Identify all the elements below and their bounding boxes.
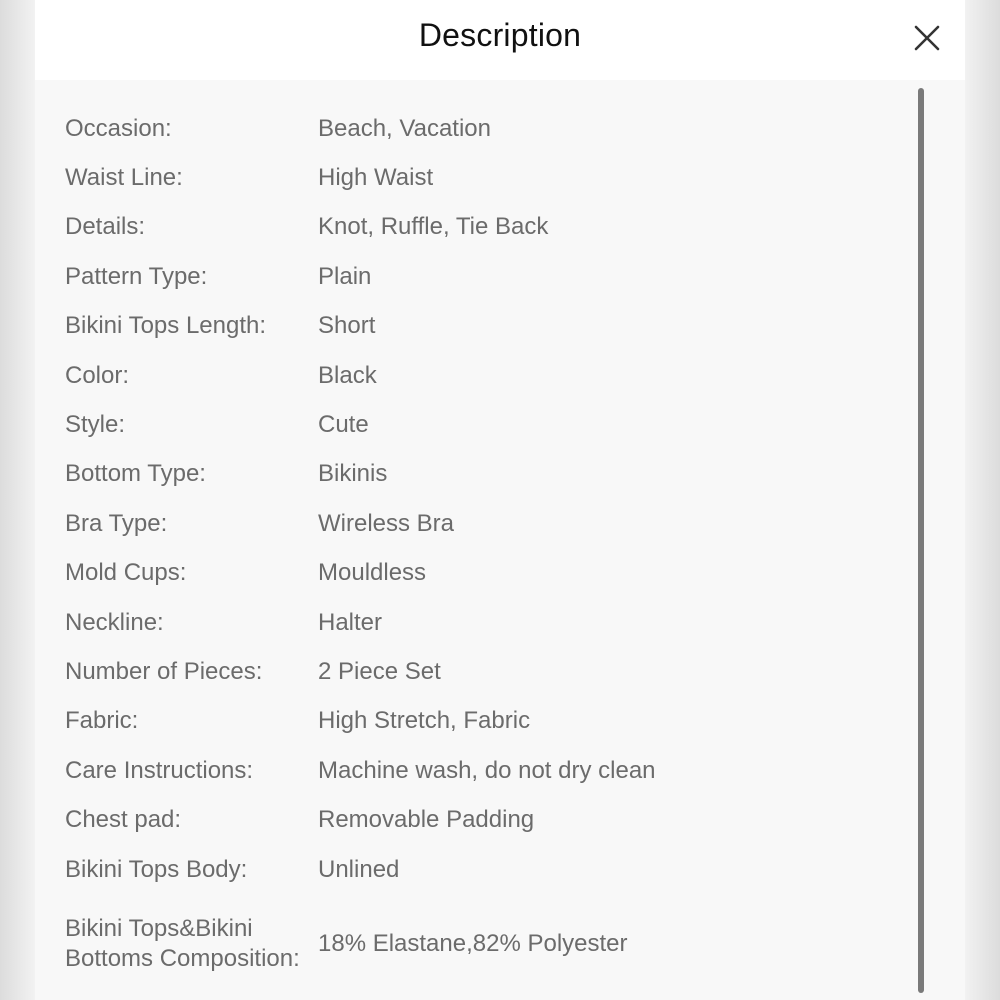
attribute-row-details	[65, 203, 905, 252]
attribute-value: Wireless Bra	[318, 509, 455, 537]
attribute-label: Bikini Tops&Bikini Bottoms Composition:	[65, 915, 300, 973]
attribute-value: Mouldless	[318, 559, 427, 587]
attribute-value: Short	[318, 312, 376, 340]
attribute-label: Neckline:	[65, 608, 164, 636]
attribute-label: Pattern Type:	[65, 262, 208, 290]
attribute-row-bottom-type	[65, 450, 905, 499]
attribute-row-pattern-type	[65, 252, 905, 301]
attribute-row-bikini-tops-body	[65, 845, 905, 894]
attribute-label: Fabric:	[65, 707, 139, 735]
attribute-value: Cute	[318, 411, 369, 439]
sheet-title: Description	[418, 17, 582, 53]
attribute-value: Removable Padding	[318, 806, 535, 834]
attribute-value: High Waist	[318, 164, 434, 192]
attribute-list	[65, 104, 905, 992]
attribute-row-care-instructions	[65, 746, 905, 795]
attribute-row-composition	[65, 896, 905, 992]
close-button[interactable]	[909, 20, 945, 56]
attribute-label: Bottom Type:	[65, 460, 206, 488]
description-sheet	[35, 0, 965, 1000]
attribute-row-bikini-tops-length	[65, 302, 905, 351]
attribute-label: Waist Line:	[65, 164, 183, 192]
attribute-label: Color:	[65, 361, 130, 389]
attribute-row-neckline	[65, 598, 905, 647]
attribute-row-fabric	[65, 697, 905, 746]
attribute-row-style	[65, 400, 905, 449]
attribute-label: Care Instructions:	[65, 756, 254, 784]
attribute-label: Bikini Tops Length:	[65, 312, 267, 340]
attribute-label: Style:	[65, 411, 126, 439]
close-icon	[909, 20, 945, 56]
attribute-value: Plain	[318, 262, 372, 290]
attribute-row-waist-line	[65, 153, 905, 202]
attribute-value: Beach, Vacation	[318, 114, 492, 142]
attribute-label: Mold Cups:	[65, 559, 187, 587]
attributes-content[interactable]	[35, 80, 965, 1000]
attribute-value: Knot, Ruffle, Tie Back	[318, 213, 549, 241]
attribute-value: 2 Piece Set	[318, 657, 441, 685]
attribute-value: Machine wash, do not dry clean	[318, 756, 656, 784]
attribute-row-chest-pad	[65, 795, 905, 844]
attribute-row-bra-type	[65, 499, 905, 548]
vertical-scrollbar[interactable]	[918, 88, 924, 993]
attribute-label: Details:	[65, 213, 146, 241]
attribute-row-color	[65, 351, 905, 400]
attribute-label: Chest pad:	[65, 806, 182, 834]
attribute-label: Number of Pieces:	[65, 657, 263, 685]
attribute-row-occasion	[65, 104, 905, 153]
attribute-value: Bikinis	[318, 460, 388, 488]
attribute-label: Bikini Tops Body:	[65, 855, 248, 883]
attribute-row-mold-cups	[65, 549, 905, 598]
attribute-value: Halter	[318, 608, 383, 636]
attribute-label: Occasion:	[65, 114, 172, 142]
attribute-value: High Stretch, Fabric	[318, 707, 531, 735]
attribute-value: Black	[318, 361, 377, 389]
sheet-header	[35, 0, 965, 80]
attribute-row-number-of-pieces	[65, 647, 905, 696]
attribute-label: Bra Type:	[65, 509, 168, 537]
attribute-value: 18% Elastane,82% Polyester	[318, 930, 628, 958]
attribute-value: Unlined	[318, 855, 400, 883]
